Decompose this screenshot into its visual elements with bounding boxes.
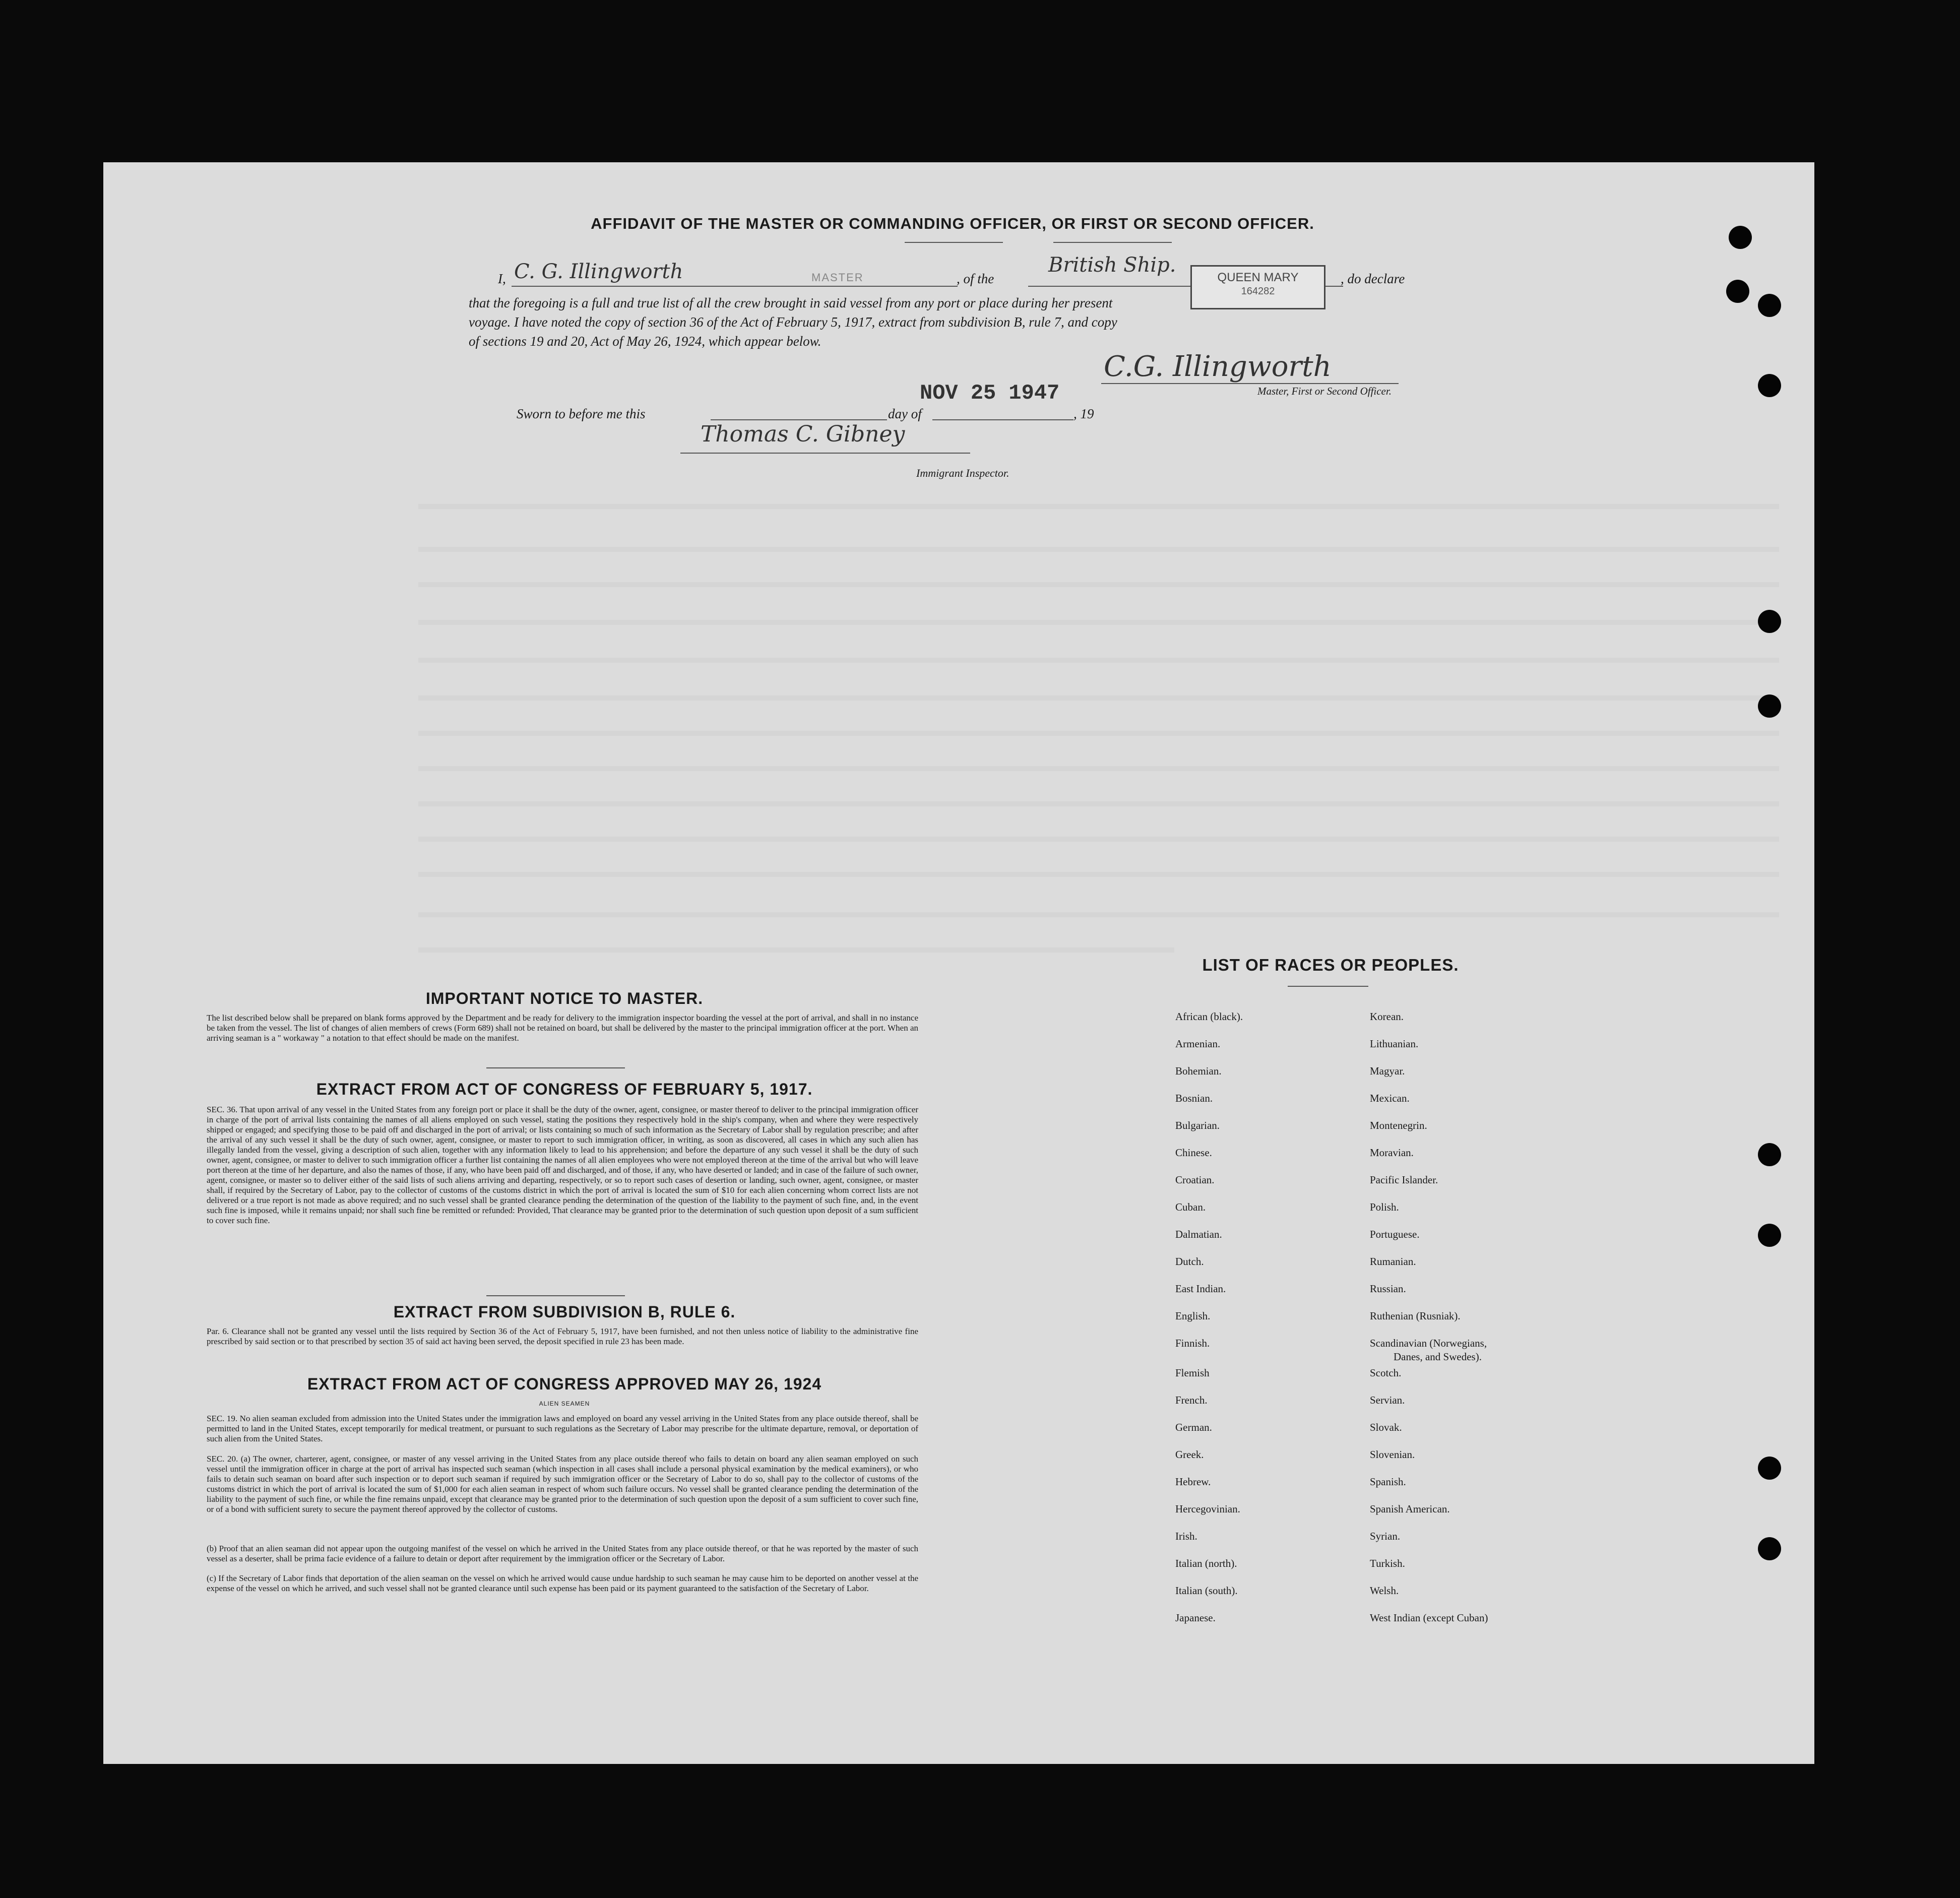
race-item: Pacific Islander. (1370, 1174, 1438, 1186)
stamp-number: 164282 (1241, 286, 1275, 297)
i-label: I, (498, 271, 506, 286)
underline (1053, 242, 1172, 243)
race-item: Scandinavian (Norwegians, (1370, 1337, 1487, 1349)
punch-hole (1758, 610, 1781, 633)
rank-label: MASTER (811, 271, 864, 284)
affidavit-title: AFFIDAVIT OF THE MASTER OR COMMANDING OFFICER, OR FIRST OR SECOND OFFICER. (591, 215, 1314, 232)
race-item: Hebrew. (1175, 1476, 1211, 1488)
affidavit-line-4: of sections 19 and 20, Act of May 26, 1924, which appear below. (469, 334, 821, 349)
race-item: German. (1175, 1421, 1212, 1433)
race-item: Bosnian. (1175, 1092, 1213, 1104)
signer-caption: Master, First or Second Officer. (1257, 385, 1392, 397)
race-item: Ruthenian (Rusniak). (1370, 1310, 1461, 1322)
master-name-handwritten: C. G. Illingworth (514, 260, 683, 283)
punch-hole (1758, 1224, 1781, 1247)
race-item: Bulgarian. (1175, 1119, 1220, 1131)
race-item: Mexican. (1370, 1092, 1410, 1104)
sworn-label: Sworn to before me this (517, 406, 646, 421)
extract-1917-body: SEC. 36. That upon arrival of any vessel in the United States from any foreign port or place it shall be the duty of the owner, agent, consignee, or master thereof to deliver to the principal immigration officer in charge of the port of arrival lists containing the names of all aliens employed on such vessel, stating the positions they respectively hold in the ship's company, when and where they were respectively shipped or engaged; and specifying those to be paid off and discharged in the port of arrival; or lists containing so much of such information as the Secretary of Labor shall by regulation prescribe; and after the arrival of any such vessel it shall be the duty of such owner, agent, consignee, or master to report to such immigration officer, in writing, as soon as discovered, all cases in which any such alien has illegally landed from the vessel, giving a description of such alien, together with any information likely to lead to his apprehension; and before the departure of any such vessel it shall be the duty of such owner, agent, consignee, or master to deliver to such immigration officer a further list containing the names of all alien employees who were not employed thereon at the time of the arrival but who will leave port thereon at the time of her departure, and also the names of those, if any, who have been paid off and discharged, and of those, if any, who have deserted or landed; and in case of the failure of such owner, agent, consignee, or master so to deliver either of the said lists of such aliens arriving and departing, respectively, or so to report such cases of desertion or landing, such owner, agent, consignee, or master shall, if required by the Secretary of Labor, pay to the collector of customs of the customs district in which the port of arrival is located the sum of $10 for each alien concerning whom correct lists are not delivered or a true report is not made as above required; and no such vessel shall be granted clearance pending the determination of the question of the liability to the payment of such fine, and, in the event such fine is imposed, while it remains unpaid; nor shall such fine be remitted or refunded: Provided, That clearance may be granted prior to the determination of such question upon deposit of a sum sufficient to cover such fine. (207, 1105, 918, 1225)
inspector-line (680, 453, 970, 454)
race-item: Slovak. (1370, 1421, 1402, 1433)
divider (486, 1067, 625, 1068)
race-item: Moravian. (1370, 1147, 1414, 1159)
race-item: Spanish American. (1370, 1503, 1450, 1515)
divider (1288, 986, 1368, 987)
race-item: French. (1175, 1394, 1208, 1406)
race-item: Lithuanian. (1370, 1038, 1419, 1050)
extract-rule6-title: EXTRACT FROM SUBDIVISION B, RULE 6. (393, 1303, 736, 1321)
race-item: Portuguese. (1370, 1228, 1420, 1240)
race-item: Italian (north). (1175, 1557, 1237, 1569)
punch-hole (1729, 226, 1752, 249)
race-item: Magyar. (1370, 1065, 1405, 1077)
punch-hole (1758, 694, 1781, 718)
race-item: Bohemian. (1175, 1065, 1222, 1077)
month-line (932, 419, 1073, 420)
race-item: Croatian. (1175, 1174, 1215, 1186)
punch-hole (1758, 294, 1781, 317)
race-item: Japanese. (1175, 1612, 1216, 1624)
race-item: Spanish. (1370, 1476, 1406, 1488)
inspector-caption: Immigrant Inspector. (916, 467, 1009, 479)
day-line (711, 419, 887, 420)
race-item: Flemish (1175, 1367, 1210, 1379)
day-of-label: day of (888, 406, 922, 421)
extract-1924-sec20b: (b) Proof that an alien seaman did not appear upon the outgoing manifest of the vessel on which he arrived in the United States from any place outside thereof, or that he was reported by the master of such vessel as a deserter, shall be prima facie evidence of a failure to detain or deport after requirement by the immigration officer or the Secretary of Labor. (207, 1544, 918, 1563)
underline (905, 242, 1003, 243)
race-item: Syrian. (1370, 1530, 1401, 1542)
stamp-vessel-name: QUEEN MARY (1217, 271, 1299, 284)
punch-hole (1758, 1457, 1781, 1480)
of-the-label: , of the (957, 271, 994, 286)
race-item: Cuban. (1175, 1201, 1206, 1213)
race-item: Slovenian. (1370, 1448, 1415, 1461)
notice-body: The list described below shall be prepared on blank forms approved by the Department and be ready for delivery to the immigration inspector boarding the vessel at the port of arrival, and shall in no instance be taken from the vessel. The list of changes of alien members of crews (Form 689) shall not be retained on board, but shall be delivered by the master to the principal immigration officer at the port. When an arriving seaman is a " workaway " a notation to that effect should be made on the manifest. (207, 1013, 918, 1043)
race-item: Armenian. (1175, 1038, 1221, 1050)
race-item: Montenegrin. (1370, 1119, 1427, 1131)
race-item: Irish. (1175, 1530, 1197, 1542)
affidavit-line-2: that the foregoing is a full and true list of all the crew brought in said vessel from any port or place during her present (469, 295, 1113, 310)
punch-hole (1758, 374, 1781, 397)
extract-rule6-body: Par. 6. Clearance shall not be granted any vessel until the lists required by Section 36 of the Act of February 5, 1917, have been furnished, and not then unless notice of liability to the administrative fine prescribed by said section or to that prescribed by section 35 of said act having been served, the deposit specified in rule 23 has been made. (207, 1326, 918, 1346)
race-item: Servian. (1370, 1394, 1405, 1406)
extract-1924-title: EXTRACT FROM ACT OF CONGRESS APPROVED MAY 26, 1924 (307, 1375, 822, 1393)
race-item: English. (1175, 1310, 1211, 1322)
divider (486, 1295, 625, 1296)
race-item: Chinese. (1175, 1147, 1212, 1159)
races-title: LIST OF RACES OR PEOPLES. (1202, 956, 1459, 974)
extract-1924-sec19: SEC. 19. No alien seaman excluded from admission into the United States under the immigration laws and employed on board any vessel arriving in the United States from any place outside thereof, shall be permitted to land in the United States, except temporarily for medical treatment, or pursuant to such regulations as the Secretary of Labor may prescribe for the ultimate departure, removal, or deportation of such alien from the United States. (207, 1414, 918, 1443)
race-item: Korean. (1370, 1010, 1404, 1023)
punch-hole (1758, 1537, 1781, 1560)
race-item: Finnish. (1175, 1337, 1210, 1349)
punch-hole (1726, 280, 1749, 303)
name-line (512, 286, 958, 287)
extract-1924-sec20c: (c) If the Secretary of Labor finds that deportation of the alien seaman on the vessel on which he arrived would cause undue hardship to such seaman he may cause him to be deported on another vessel at the expense of the vessel on which he arrived, and such vessel shall not be granted clearance until such expense has been paid or its payment guaranteed to the satisfaction of the Secretary of Labor. (207, 1573, 918, 1593)
affidavit-line-3: voyage. I have noted the copy of section 36 of the Act of February 5, 1917, extract from subdivision B, rule 7, and copy (469, 314, 1117, 330)
race-item: Russian. (1370, 1283, 1406, 1295)
race-item: Scotch. (1370, 1367, 1402, 1379)
signature-line (1101, 383, 1399, 384)
year-label: , 19 (1073, 406, 1094, 421)
race-item: Italian (south). (1175, 1585, 1238, 1597)
race-item-continued: Danes, and Swedes). (1394, 1351, 1482, 1363)
extract-1924-sec20a: SEC. 20. (a) The owner, charterer, agent, consignee, or master of any vessel arriving in the United States from any place outside thereof who fails to detain on board any alien seaman employed on such vessel until the immigration officer in charge at the port of arrival has inspected such seaman (which inspection in all cases shall include a personal physical examination by the medical examiners), or who fails to detain such seaman on board after such inspection or to deport such seaman if required by such immigration officer or the Secretary of Labor to do so, shall pay to the collector of customs of the customs district in which the port of arrival is located the sum of $1,000 for each alien seaman in respect of whom such failure occurs. No vessel shall be granted clearance pending the determination of the liability to the payment of such fine, or while the fine remains unpaid, except that clearance may be granted prior to the determination of such question upon the deposit of a sum sufficient to cover such fine, or of a bond with sufficient surety to secure the payment thereof approved by the collector of customs. (207, 1454, 918, 1514)
date-stamp: NOV 25 1947 (920, 381, 1060, 405)
race-item: West Indian (except Cuban) (1370, 1612, 1488, 1624)
punch-hole (1758, 1143, 1781, 1166)
inspector-signature: Thomas C. Gibney (701, 421, 905, 447)
race-item: Rumanian. (1370, 1255, 1416, 1268)
race-item: Dutch. (1175, 1255, 1204, 1268)
race-item: Greek. (1175, 1448, 1204, 1461)
race-item: Welsh. (1370, 1585, 1399, 1597)
race-item: Dalmatian. (1175, 1228, 1222, 1240)
race-item: Turkish. (1370, 1557, 1405, 1569)
vessel-type-handwritten: British Ship. (1048, 254, 1176, 277)
extract-1924-subtitle: ALIEN SEAMEN (539, 1400, 590, 1407)
race-item: East Indian. (1175, 1283, 1226, 1295)
race-item: Hercegovinian. (1175, 1503, 1240, 1515)
notice-title: IMPORTANT NOTICE TO MASTER. (425, 989, 704, 1007)
master-signature: C.G. Illingworth (1104, 350, 1332, 383)
extract-1917-title: EXTRACT FROM ACT OF CONGRESS OF FEBRUARY 5, 1917. (316, 1080, 813, 1098)
do-declare-label: , do declare (1341, 271, 1405, 286)
race-item: African (black). (1175, 1010, 1243, 1023)
race-item: Polish. (1370, 1201, 1399, 1213)
